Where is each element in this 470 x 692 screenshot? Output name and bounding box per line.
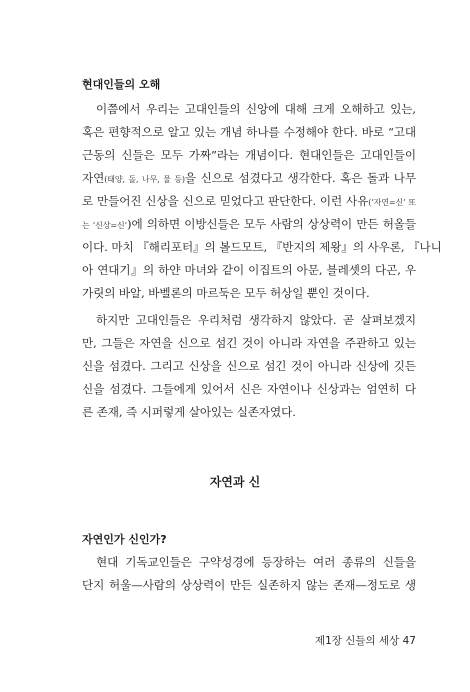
body-line: 이쯤에서 우리는 고대인들의 신앙에 대해 크게 오해하고 있는,	[96, 102, 416, 116]
body-line	[82, 170, 416, 188]
body-line	[82, 193, 416, 211]
body-line: 아 연대기』의 하얀 마녀와 같이 이집트의 아문, 블레셋의 다곤, 우	[82, 263, 416, 277]
body-text: 을 신으로 섬겼다고 생각한다. 혹은 돌과 나무	[184, 171, 416, 185]
inline-note: (태양, 돌, 나무, 물 등)	[104, 175, 185, 184]
subsection-heading-nature-or-god: 자연인가 신인가?	[82, 533, 167, 546]
body-line: 현대 기독교인들은 구약성경에 등장하는 여러 종류의 신들을	[96, 555, 416, 569]
body-text: )에 의하면 이방신들은 모두 사람의 상상력이 만든 허올들	[127, 217, 417, 231]
section-title: 자연과 신	[209, 475, 261, 489]
body-line: 가릿의 바알, 바벨론의 마르둑은 모두 허상일 뿐인 것이다.	[82, 286, 370, 300]
body-text: 자연	[82, 171, 105, 185]
body-line: 혹은 편향적으로 알고 있는 개념 하나를 수정해야 한다. 바로 “고대	[82, 125, 416, 139]
body-line: 근동의 신들은 모두 가짜”라는 개념이다. 현대인들은 고대인들이	[82, 148, 416, 162]
body-line: 른 존재, 즉 시퍼렇게 살아있는 실존자였다.	[82, 405, 296, 419]
page-footer: 제1장 신들의 세상 47	[314, 635, 416, 647]
subsection-heading-modern-misunderstanding: 현대인들의 오해	[82, 78, 161, 91]
inline-note: 는 ‘신상=신’	[82, 221, 128, 230]
body-line: 신을 섬겼다. 그리고 신상을 신으로 섬긴 것이 아니라 신상에 깃든	[82, 359, 416, 373]
body-line: 이다. 마치 『해리포터』의 볼드모트, 『반지의 제왕』의 사우론, 『나니	[82, 240, 442, 254]
body-line: 단지 허울—사람의 상상력이 만든 실존하지 않는 존재—정도로 생	[82, 578, 416, 592]
body-text: 로 만들어진 신상을 신으로 믿었다고 판단한다. 이런 사유	[82, 194, 369, 208]
inline-note: (‘자연=신’ 또	[368, 198, 416, 207]
body-line: 신을 섬겼다. 그들에게 있어서 신은 자연이나 신상과는 엄연히 다	[82, 382, 416, 396]
body-line	[82, 216, 416, 234]
body-line: 만, 그들은 자연을 신으로 섬긴 것이 아니라 자연을 주관하고 있는	[82, 336, 416, 350]
body-line: 하지만 고대인들은 우리처럼 생각하지 않았다. 곧 살펴보겠지	[96, 313, 416, 327]
